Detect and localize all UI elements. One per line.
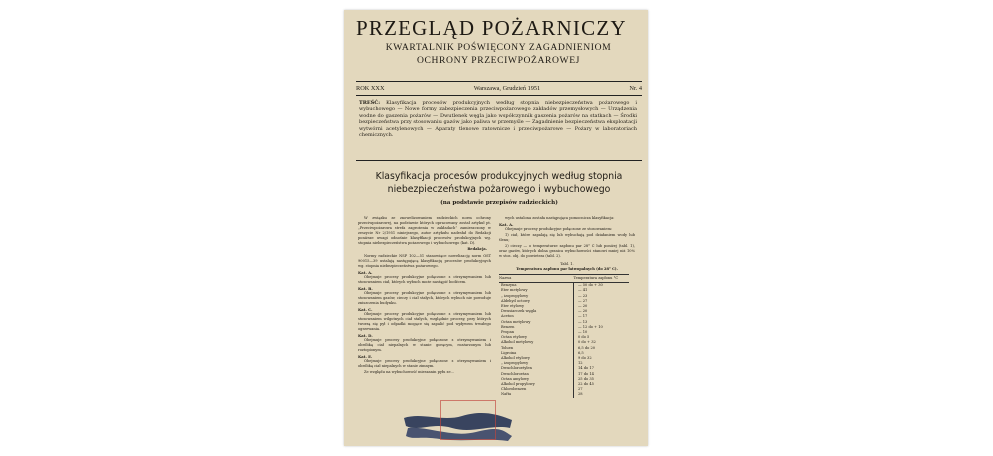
contents-rule — [356, 160, 642, 161]
flash-point-value: 27 — [578, 387, 583, 392]
substance-name: Aceton — [499, 314, 574, 319]
flash-point-value: 6,5 — [578, 350, 584, 355]
category-label: Kat. C. — [358, 307, 373, 312]
point-2: 2) cieczy — o temperaturze zapłonu par 28° C lub poniżej (tabl. 1), oraz gazów, których dolna granica wybuchowości stanowi mniej niż 10% w stos. obj. do powietrza (tabl. 2). — [499, 244, 635, 258]
substance-name: Alkohol propylowy — [499, 382, 574, 387]
right-kat-a-text: Obejmuje procesy produkcyjne połączone ze stosowaniem: — [505, 227, 613, 231]
substance-name: Propan — [499, 330, 574, 335]
right-intro: wych ustalona została następująca pomocnicza klasyfikacja: — [505, 216, 615, 220]
magazine-subtitle-line1: KWARTALNIK POŚWIĘCONY ZAGADNIENIOM — [385, 42, 612, 53]
category-label: Kat. E. — [358, 354, 373, 359]
substance-name: Benzyna — [499, 283, 574, 289]
flash-point-value: 12 — [578, 361, 583, 366]
substance-name: „ izopropylowy — [499, 361, 574, 366]
issue-number: Nr. 4 — [629, 85, 642, 92]
substance-name: Alkohol metylowy — [499, 340, 574, 345]
right-kat-a-label: Kat. A. — [499, 222, 514, 227]
substance-name: Eter etylowy — [499, 304, 574, 309]
flash-point-value: 28 — [578, 392, 583, 397]
flash-point-value: 6,5 do 20 — [578, 345, 596, 350]
flash-point-value: — 12 do + 10 — [578, 324, 603, 329]
flash-point-value: — 27 — [578, 298, 588, 303]
point-1: 1) ciał, które zapalają się lub wybuchają pod działaniem wody lub tlenu; — [499, 233, 635, 242]
magazine-title: PRZEGLĄD POŻARNICZY — [356, 16, 627, 40]
category-text: Obejmuje procesy produkcyjne połączone z otrzymywaniem i obróbką ciał niepalnych w stanie gorącym, rozżarzonym lub roztopionym. — [358, 338, 491, 352]
flash-point-value: — 41 — [578, 288, 588, 293]
article-subtitle: (na podstawie przepisów radzieckich) — [440, 200, 558, 206]
category-label: Kat. A. — [358, 270, 373, 275]
substance-name: Dwusiarczek węgla — [499, 309, 574, 314]
flash-point-value: — 20 — [578, 304, 588, 309]
category-text: Obejmuje procesy produkcyjne połączone z otrzymywaniem lub stosowaniem wilgotnych ciał stałych, względnie procesy, przy których tworzą się pył i odpadki mogące się zapalić pod wpływem trwałego ogrzewania. — [358, 312, 491, 331]
flash-point-value: 14 do 17 — [578, 366, 594, 371]
editorial-signature: Redakcja. — [467, 247, 487, 251]
contents-text: Klasyfikacja procesów produkcyjnych według stopnia niebezpieczeństwa pożarowego i wybuchowego — Nowe formy zabezpieczenia przeciwpożarowego zakładów przemysłowych — Urządzenia wodne do gaszenia pożarów — Dwutlenek węgla jako współczynnik gaszenia pożarów na statkach — Środki bezpieczeństwa przy stosowaniu gazów jako paliwa w przemyśle — Zagadnienie bezpieczeństwa eksploatacji wytwórni acetylenowych — Aparaty tlenowe ratownicze i przeciwpożarowe — Pożary w laboratoriach chemicznych. — [359, 100, 637, 139]
document-page — [344, 10, 648, 446]
masthead-rule — [356, 81, 642, 82]
substance-name: Alkohol etylowy — [499, 356, 574, 361]
substance-name: Dwuchloroetylen — [499, 366, 574, 371]
substance-name: Ligroina — [499, 351, 574, 356]
table-caption: Tabl. 1. — [560, 262, 574, 266]
flash-point-value: — 10 — [578, 330, 588, 335]
issue-line — [356, 85, 642, 92]
table-body — [499, 283, 629, 398]
table-title: Temperatura zapłonu par łatwopalnych (do 28° C). — [516, 267, 618, 271]
red-stamp — [440, 400, 496, 440]
flash-point-value: — 13 — [578, 319, 588, 324]
norms-paragraph: Normy radzieckie NSP 102—51 stanowiące nowelizację norm OST 90015—39 ustalają następującą klasyfikację procesów produkcyjnych wg. stopnia niebezpieczeństwa pożarowego. — [358, 254, 491, 268]
issue-place-date: Warszawa, Grudzień 1951 — [473, 85, 541, 92]
table-header-name: Nazwa — [499, 275, 574, 283]
flash-point-value: 25 do 35 — [578, 376, 594, 381]
category-label: Kat. D. — [358, 333, 373, 338]
substance-name: Chlorobenzen — [499, 387, 574, 392]
category-text: Obejmuje procesy produkcyjne połączone z otrzymywaniem lub stosowaniem gazów, cieczy i ciał stałych, których wybuch nie powoduje zniszczenia budynku. — [358, 291, 491, 305]
table-of-contents — [359, 100, 637, 138]
substance-name: Dwuchloroetan — [499, 372, 574, 377]
category-label: Kat. B. — [358, 286, 373, 291]
substance-name: Octan etylowy — [499, 335, 574, 340]
substance-name: Eter metylowy — [499, 288, 574, 293]
flash-point-value: — 23 — [578, 293, 588, 298]
flash-point-table — [499, 274, 629, 398]
substance-name: „ izopropylowy — [499, 294, 574, 299]
substance-name: Octan metylowy — [499, 320, 574, 325]
category-text: Obejmuje procesy produkcyjne połączone z otrzymywaniem lub stosowaniem ciał, których wybuch może nastąpić bodźcem. — [358, 275, 491, 284]
flash-point-value: 0 do 5 — [578, 335, 590, 340]
article-title-line2: niebezpieczeństwa pożarowego i wybuchowego — [387, 184, 611, 195]
masthead — [356, 16, 641, 66]
issue-rule — [356, 95, 642, 96]
flash-point-value: — 20 — [578, 309, 588, 314]
substance-name: Toluen — [499, 346, 574, 351]
issue-volume: ROK XXX — [356, 85, 385, 92]
contents-label: TREŚĆ: — [359, 100, 381, 106]
closing-paragraph: Ze względu na wybuchowość mieszanin pyłu ze... — [364, 370, 455, 374]
substance-name: Nafta — [499, 392, 574, 397]
flash-point-value: 9 do 32 — [578, 356, 592, 361]
flash-point-value: 17 do 14 — [578, 371, 594, 376]
left-column — [358, 216, 491, 376]
table-row — [499, 392, 629, 397]
magazine-subtitle-line2: OCHRONY PRZECIWPOŻAROWEJ — [416, 55, 580, 66]
category-text: Obejmuje procesy produkcyjne połączone z otrzymywaniem i obróbką ciał niepalnych w stanie zimnym. — [358, 359, 491, 368]
flash-point-value: — 17 — [578, 314, 588, 319]
flash-point-value: 0 do + 32 — [578, 340, 596, 345]
table-header-temp: Temperatura zapłonu °C — [574, 275, 630, 283]
flash-point-value: 22 do 45 — [578, 382, 594, 387]
article-title — [359, 170, 639, 196]
right-column — [499, 216, 635, 398]
article-title-line1: Klasyfikacja procesów produkcyjnych według stopnia — [375, 171, 623, 182]
substance-name: Aldehyd octowy — [499, 299, 574, 304]
substance-name: Octan amylowy — [499, 377, 574, 382]
editorial-note: W związku ze znowelizowaniem radzieckich norm ochrony przeciwpożarowej, na podstawie których opracowany został artykuł pt. „Przeciwpożarowa strefa zagrożenia w zakładach” zamieszczony w zeszycie Nr 2/1951 niniejszego, autor artykułu nadesłał do Redakcji poniższe uwagi odnośnie klasyfikacji procesów produkcyjnych wg. stopnia niebezpieczeństwa pożarowego i wybuchowego (kat. D). — [358, 216, 491, 245]
substance-name: Benzen — [499, 325, 574, 330]
flash-point-value: — 50 do + 30 — [578, 283, 603, 288]
category-list — [358, 270, 491, 369]
